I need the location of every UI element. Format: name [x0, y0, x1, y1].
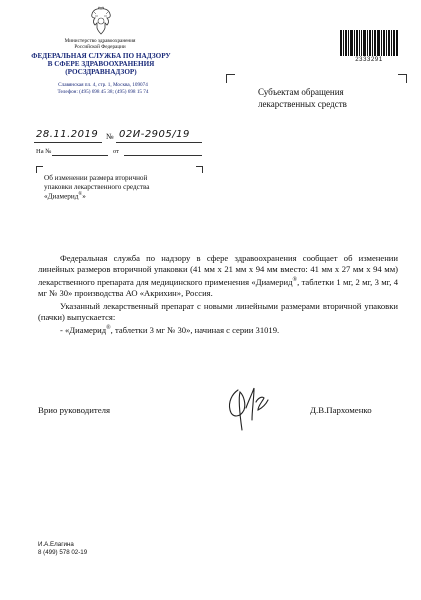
subject-corner-left [36, 166, 43, 173]
barcode [340, 30, 398, 56]
number-underline [116, 142, 202, 143]
ministry-line1: Министерство здравоохранения [64, 38, 136, 44]
addressee-corner-left [226, 74, 235, 83]
reference-number-line [52, 155, 108, 156]
letter-body [38, 253, 398, 336]
subject-line3: «Диамерид®» [44, 192, 86, 201]
agency-line3: (РОСЗДРАВНАДЗОР) [65, 68, 137, 76]
agency-address: Славянская пл. 4, стр. 1, Москва, 109074 [58, 82, 148, 88]
executor-phone: 8 (499) 578 02-19 [38, 549, 88, 556]
body-paragraph-1: Федеральная служба по надзору в сфере здравоохранения сообщает об изменении линейных размеров вторичной упаковки (41 мм х 21 мм х 94 мм вместо: 41 мм х 27 мм х 94 мм) лекарственного препарата для медицинского применения «Диамерид®, таблетки 1 мг, 2 мг, 3 мг, 4 мг № 30» производства АО «Акрихин», Россия. [38, 253, 398, 298]
subject-corner-right [196, 166, 203, 173]
registration-date: 28.11.2019 [36, 129, 99, 140]
agency-phone: Телефон: (495) 698 45 38; (495) 698 15 74 [57, 89, 149, 95]
reference-from-label: от [113, 148, 120, 155]
addressee-line2: лекарственных средств [258, 99, 347, 109]
body-paragraph-3: - «Диамерид®, таблетки 3 мг № 30», начиная с серии 31019. [60, 324, 280, 335]
agency-line1: ФЕДЕРАЛЬНАЯ СЛУЖБА ПО НАДЗОРУ [31, 52, 171, 60]
date-underline [34, 142, 102, 143]
subject-line1: Об изменении размера вторичной [44, 174, 148, 182]
barcode-icon [340, 30, 398, 56]
subject-line2: упаковки лекарственного средства [44, 182, 150, 191]
addressee-line1: Субъектам обращения [258, 87, 344, 97]
body-paragraph-2: Указанный лекарственный препарат с новыми линейными размерами вторичной упаковки (пачки) выпускается: [38, 300, 398, 322]
executor-name: И.А.Елагина [38, 541, 74, 548]
subject-block [44, 174, 150, 201]
coat-of-arms-emblem [88, 6, 114, 36]
reference-prefix: На № [36, 148, 52, 155]
handwritten-signature [218, 380, 276, 436]
ministry-line2: Российской Федерации [74, 44, 126, 50]
signatory-title: Врио руководителя [38, 405, 111, 415]
registration-number-label: № [106, 132, 114, 141]
barcode-number: 2333291 [355, 57, 383, 63]
addressee-corner-right [398, 74, 407, 83]
signatory-name: Д.В.Пархоменко [310, 405, 372, 415]
registration-number: 02И-2905/19 [119, 129, 190, 140]
reference-date-line [124, 155, 202, 156]
agency-line2: В СФЕРЕ ЗДРАВООХРАНЕНИЯ [47, 60, 155, 68]
